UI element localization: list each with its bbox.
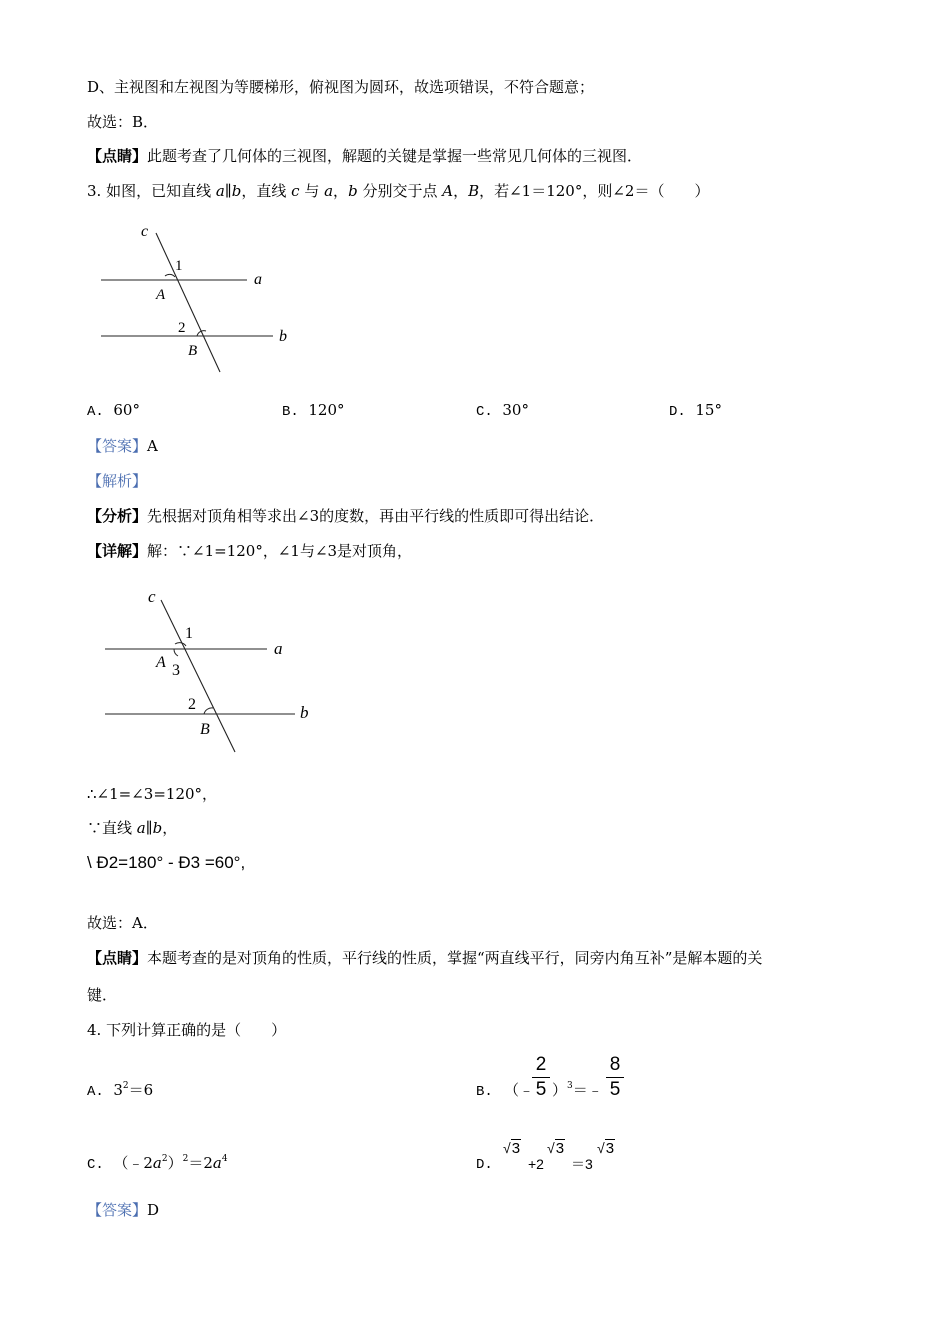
opt-a-base: 3 [113,1081,123,1099]
opt-c-part: （﹣2 [113,1154,153,1172]
label-B: B [188,343,198,359]
q4-option-b-fraction-1 [532,1054,550,1101]
q3-option-d [669,400,722,422]
frac-num: 8 [609,1054,621,1075]
q4-option-b [476,1080,493,1102]
comment-tag: 【点睛】 [87,949,148,967]
q3-figure-1 [95,218,305,378]
q3-stem-var: A [442,182,454,200]
prev-option-d-line: D、主视图和左视图为等腰梯形，俯视图为圆环，故选项错误，不符合题意； [87,78,595,96]
label-1: 1 [185,625,193,642]
label-b: b [279,328,287,345]
q4-option-a [87,1080,153,1102]
option-value: 30° [502,401,529,419]
q3-stem-part: ，直线 [241,182,292,200]
q3-stem-part: 与 [299,182,325,200]
q3-stem-part: ，若∠1＝120°，则∠2＝（ ） [479,182,710,200]
opt-c-exp: 2 [161,1154,168,1164]
q3-stem-var: a [215,182,225,200]
option-letter: B. [476,1084,493,1100]
label-1: 1 [175,258,183,274]
sqrt-sign: √ [597,1140,605,1156]
q3-stem [87,181,709,201]
comment-text: 本题考查的是对顶角的性质，平行线的性质，掌握“两直线平行，同旁内角互补”是解本题的关 [147,949,763,967]
q3-detail [87,541,412,561]
q3-fenxi [87,506,604,526]
label-2: 2 [188,696,196,713]
q3-stem-part: ∥ [224,182,232,200]
detail-tag: 【详解】 [87,542,148,560]
step-var: a [136,819,146,837]
q4-option-b-fraction-2 [606,1054,624,1101]
radicand: 3 [605,1140,615,1157]
q3-step-2 [87,818,177,838]
option-letter: A. [87,404,104,420]
q3-stem-var: b [348,182,358,200]
label-c: c [141,223,149,240]
label-c: c [148,587,156,606]
frac-num: 2 [535,1054,547,1075]
q4-option-b-close [552,1080,603,1100]
answer-value: A [147,437,158,455]
opt-c-part: ） [167,1154,183,1172]
prev-comment-text: 此题考查了几何体的三视图，解题的关键是掌握一些常见几何体的三视图． [147,147,643,165]
prev-choose: 故选：B． [87,113,159,131]
label-a: a [254,271,262,288]
label-A: A [156,654,166,671]
q4-stem: 4. 下列计算正确的是（ ） [87,1021,287,1039]
angle-1-arc [175,643,186,646]
sqrt-sign: √ [503,1140,511,1156]
step-part: ∥ [145,819,153,837]
step-part: ， [162,819,178,837]
opt-c-var: a [212,1154,222,1172]
opt-b-exp: 3 [567,1081,573,1091]
q3-stem-part: ， [453,182,469,200]
q3-stem-var: c [291,182,300,200]
q4-option-d-eq: ＝3 [571,1156,593,1172]
q3-option-b [282,400,345,422]
angle-3-arc [174,649,178,656]
prev-comment [87,146,642,166]
label-2: 2 [178,320,186,336]
q3-stem-var: b [231,182,242,200]
opt-b-close: ） [552,1081,568,1099]
opt-c-var: a [152,1154,162,1172]
opt-b-eq: ＝﹣ [572,1081,603,1099]
answer-tag: 【答案】 [87,437,148,455]
q4-answer [87,1200,159,1220]
option-value: 15° [695,401,722,419]
q3-stem-var: a [324,182,334,200]
q3-stem-part: ， [333,182,349,200]
frac-den: 5 [609,1079,621,1100]
detail-text: 解：∵∠1=120°，∠1与∠3是对顶角， [147,542,413,560]
prev-comment-tag: 【点睛】 [87,147,148,165]
step-var: b [152,819,163,837]
option-letter: B. [282,404,299,420]
q4-option-d-sqrt-3 [597,1140,615,1157]
option-letter: D. [669,404,686,420]
answer-tag: 【答案】 [87,1201,148,1219]
label-b: b [300,703,309,722]
q3-choose: 故选：A． [87,914,158,932]
label-3: 3 [172,662,180,679]
option-letter: A. [87,1084,104,1100]
angle-2-arc [204,708,213,714]
opt-a-exp: 2 [122,1081,129,1091]
option-letter: C. [87,1157,104,1173]
step-part: ∵直线 [87,819,137,837]
sqrt-sign: √ [547,1140,555,1156]
opt-c-part: ＝2 [188,1154,213,1172]
q4-option-d-sqrt-1 [503,1140,521,1157]
q4-option-d-plus: +2 [528,1156,544,1172]
q3-figure-2 [100,584,325,759]
label-B: B [200,721,210,738]
label-a: a [274,639,283,658]
q3-step-3: \ Ð2=180° - Ð3 =60°, [87,853,246,872]
angle-1-arc [165,274,175,277]
frac-bar [606,1077,624,1078]
q3-comment [87,948,762,968]
option-letter: C. [476,404,493,420]
q4-option-c [87,1153,228,1175]
q3-stem-part: 分别交于点 [357,182,443,200]
q4-option-d-sqrt-2 [547,1140,565,1157]
q4-option-b-open: （﹣ [504,1081,535,1099]
radicand: 3 [511,1140,521,1157]
opt-c-exp: 4 [221,1154,228,1164]
q4-option-d [476,1153,493,1175]
q3-analysis-tag: 【解析】 [87,472,148,490]
radicand: 3 [555,1140,565,1157]
fenxi-text: 先根据对顶角相等求出∠3的度数，再由平行线的性质即可得出结论． [147,507,605,525]
q3-answer [87,436,158,456]
angle-2-arc [197,331,206,336]
option-letter: D. [476,1157,493,1173]
opt-a-rest: ＝6 [128,1081,154,1099]
answer-value: D [147,1201,160,1219]
q3-step-1: ∴∠1=∠3=120°， [87,785,218,803]
frac-bar [532,1077,550,1078]
option-value: 60° [113,401,140,419]
fenxi-tag: 【分析】 [87,507,148,525]
q3-stem-var: B [468,182,480,200]
q3-option-a [87,400,140,422]
option-value: 120° [308,401,345,419]
q3-option-c [476,400,529,422]
label-A: A [156,287,166,303]
q3-stem-part: 3. 如图，已知直线 [87,182,216,200]
frac-den: 5 [535,1079,547,1100]
opt-c-exp: 2 [182,1154,189,1164]
q3-comment-cont: 键． [87,986,118,1004]
